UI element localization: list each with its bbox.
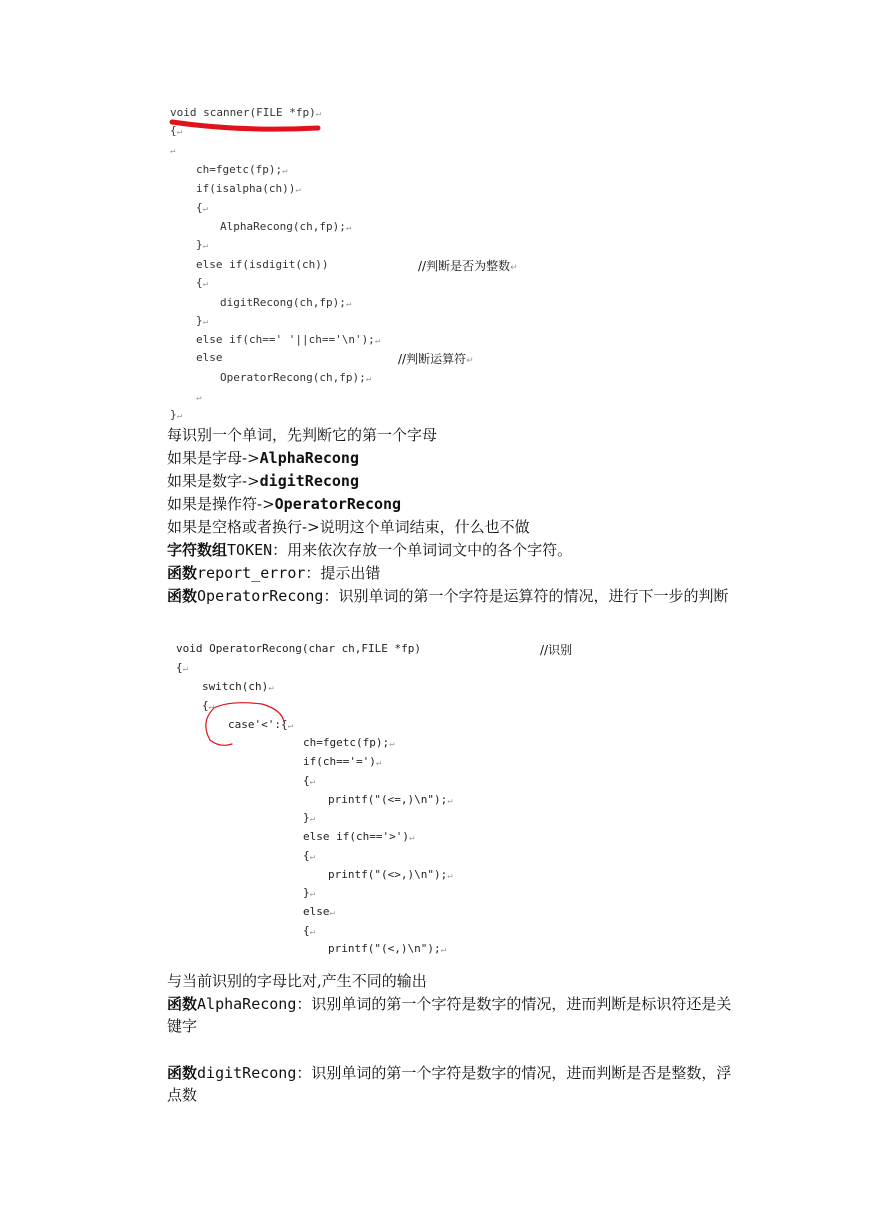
code-line: ch=fgetc(fp);↵ — [303, 736, 395, 749]
code-text: else if(isdigit(ch)) — [196, 258, 329, 271]
code-line — [196, 351, 223, 364]
code-line: }↵ — [196, 314, 209, 327]
paragraph-operator: 如果是操作符->OperatorRecong — [167, 495, 402, 513]
code-screenshot-operator-recong — [176, 640, 596, 960]
code-line: AlphaRecong(ch,fp);↵ — [220, 220, 352, 233]
code-line: ↵ — [196, 393, 202, 403]
code-text: else — [196, 351, 223, 364]
code-line: if(ch=='=')↵ — [303, 755, 382, 768]
code-line: }↵ — [196, 238, 209, 251]
code-text: } — [303, 886, 310, 899]
code-line: {↵ — [170, 124, 183, 137]
code-line: else↵ — [303, 905, 335, 918]
code-line: void scanner(FILE *fp)↵ — [170, 106, 322, 119]
code-text: { — [303, 774, 310, 787]
code-text: } — [170, 408, 177, 421]
code-line: }↵ — [303, 886, 316, 899]
code-text: switch(ch) — [202, 680, 269, 693]
code-line: {↵ — [303, 849, 316, 862]
code-line: switch(ch)↵ — [202, 680, 274, 693]
code-screenshot-scanner — [170, 100, 530, 425]
code-text: else — [303, 905, 330, 918]
code-line: {↵ — [196, 201, 209, 214]
code-text: { — [303, 924, 310, 937]
code-text: printf("(<,)\n"); — [328, 942, 441, 955]
code-text: { — [303, 849, 310, 862]
code-line: printf("(<>,)\n");↵ — [328, 868, 453, 881]
code-text: } — [303, 811, 310, 824]
code-text: AlphaRecong(ch,fp); — [220, 220, 346, 233]
code-text: void scanner(FILE *fp) — [170, 106, 316, 119]
code-text: } — [196, 314, 203, 327]
code-comment: //识别 — [540, 643, 573, 657]
code-line: }↵ — [303, 811, 316, 824]
code-line: {↵ — [176, 661, 189, 674]
code-text: printf("(<>,)\n"); — [328, 868, 448, 881]
paragraph-alpha-recong: 函数AlphaRecong：识别单词的第一个字符是数字的情况，进而判断是标识符还是关键字 — [167, 995, 732, 1035]
code-line: if(isalpha(ch))↵ — [196, 182, 301, 195]
paragraph-digit-recong: 函数digitRecong：识别单词的第一个字符是数字的情况，进而判断是否是整数，浮点数 — [167, 1064, 732, 1104]
code-line — [196, 258, 328, 271]
code-text: { — [170, 124, 177, 137]
code-text: digitRecong(ch,fp); — [220, 296, 346, 309]
code-line: OperatorRecong(ch,fp);↵ — [220, 371, 372, 384]
code-line: {↵ — [303, 774, 316, 787]
code-line: digitRecong(ch,fp);↵ — [220, 296, 352, 309]
code-line: else if(ch=='>')↵ — [303, 830, 415, 843]
paragraph-space: 如果是空格或者换行->说明这个单词结束，什么也不做 — [167, 518, 530, 536]
code-line: case'<':{↵ — [228, 718, 294, 731]
code-text: { — [202, 699, 209, 712]
code-text: { — [176, 661, 183, 674]
code-text: OperatorRecong(ch,fp); — [220, 371, 366, 384]
code-line: {↵ — [303, 924, 316, 937]
paragraph-report-error: 函数report_error：提示出错 — [167, 564, 381, 582]
code-text: } — [196, 238, 203, 251]
code-line: ↵ — [170, 146, 176, 156]
code-comment: //判断是否为整数↵ — [418, 259, 518, 273]
paragraph-token: 字符数组TOKEN：用来依次存放一个单词词文中的各个字符。 — [167, 541, 573, 559]
code-text: ch=fgetc(fp); — [196, 163, 283, 176]
code-text: { — [196, 201, 203, 214]
paragraph-digit: 如果是数字->digitRecong — [167, 472, 359, 490]
paragraph-operator-recong: 函数OperatorRecong：识别单词的第一个字符是运算符的情况，进行下一步的判断 — [167, 587, 729, 605]
paragraph-letter: 如果是字母->AlphaRecong — [167, 449, 359, 467]
code-text: { — [196, 276, 203, 289]
code-line: printf("(<=,)\n");↵ — [328, 793, 453, 806]
code-line: {↵ — [196, 276, 209, 289]
code-text: printf("(<=,)\n"); — [328, 793, 448, 806]
code-text: else if(ch=='>') — [303, 830, 409, 843]
code-text: void OperatorRecong(char ch,FILE *fp) — [176, 642, 422, 655]
code-line: {↵ — [202, 699, 215, 712]
paragraph-compare: 与当前识别的字母比对,产生不同的输出 — [167, 972, 427, 990]
code-line: }↵ — [170, 408, 183, 421]
code-line: ch=fgetc(fp);↵ — [196, 163, 288, 176]
code-text: else if(ch==' '||ch=='\n'); — [196, 333, 375, 346]
code-comment: //判断运算符↵ — [398, 352, 474, 366]
code-text: if(ch=='=') — [303, 755, 376, 768]
paragraph-intro: 每识别一个单词，先判断它的第一个字母 — [167, 426, 438, 444]
code-line: else if(ch==' '||ch=='\n');↵ — [196, 333, 381, 346]
code-text: ch=fgetc(fp); — [303, 736, 390, 749]
code-line: printf("(<,)\n");↵ — [328, 942, 447, 955]
code-text: case'<':{ — [228, 718, 288, 731]
code-text: if(isalpha(ch)) — [196, 182, 296, 195]
code-line — [176, 642, 421, 655]
